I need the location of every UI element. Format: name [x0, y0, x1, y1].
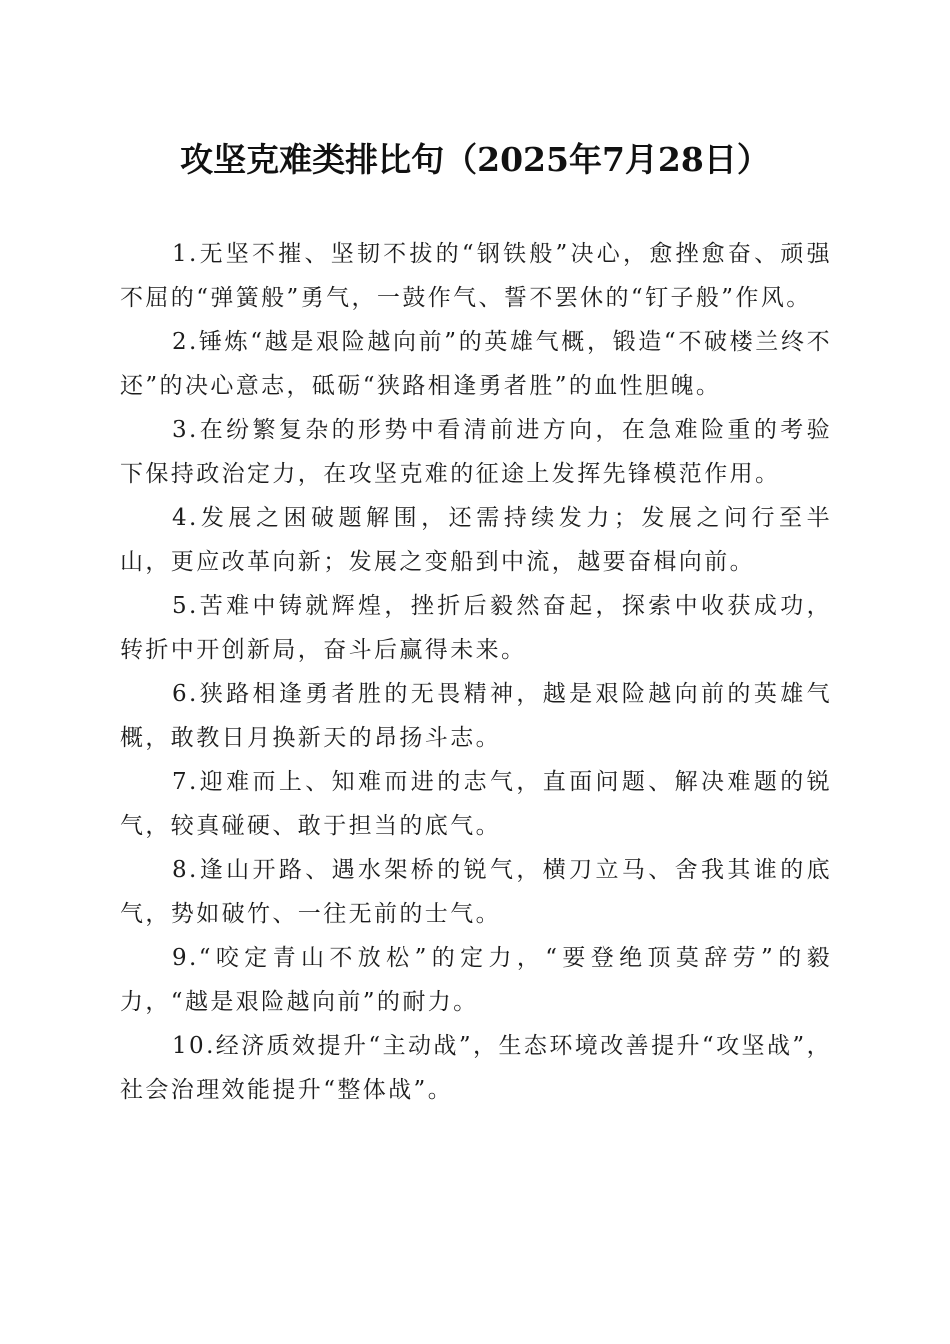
paragraph-2: 2.锤炼“越是艰险越向前”的英雄气概，锻造“不破楼兰终不还”的决心意志，砥砺“狭路相逢勇者胜”的血性胆魄。	[120, 329, 832, 399]
paragraph-3: 3.在纷繁复杂的形势中看清前进方向，在急难险重的考验下保持政治定力，在攻坚克难的征途上发挥先锋模范作用。	[120, 417, 832, 487]
page-title: 攻坚克难类排比句（2025年7月28日）	[180, 140, 770, 179]
paragraph-4: 4.发展之困破题解围，还需持续发力；发展之问行至半山，更应改革向新；发展之变船到中流，越要奋楫向前。	[120, 505, 832, 575]
paragraph-10: 10.经济质效提升“主动战”，生态环境改善提升“攻坚战”，社会治理效能提升“整体战”。	[120, 1033, 832, 1103]
paragraph-6: 6.狭路相逢勇者胜的无畏精神，越是艰险越向前的英雄气概，敢教日月换新天的昂扬斗志。	[120, 681, 832, 751]
paragraph-8: 8.逢山开路、遇水架桥的锐气，横刀立马、舍我其谁的底气，势如破竹、一往无前的士气。	[120, 857, 832, 927]
paragraph-5: 5.苦难中铸就辉煌，挫折后毅然奋起，探索中收获成功，转折中开创新局，奋斗后赢得未来。	[120, 593, 832, 663]
paragraph-1: 1.无坚不摧、坚韧不拔的“钢铁般”决心，愈挫愈奋、顽强不屈的“弹簧般”勇气，一鼓作气、誓不罢休的“钉子般”作风。	[120, 241, 832, 311]
paragraph-9: 9.“咬定青山不放松”的定力，“要登绝顶莫辞劳”的毅力，“越是艰险越向前”的耐力。	[120, 945, 832, 1015]
document-body	[120, 232, 832, 1112]
paragraph-7: 7.迎难而上、知难而进的志气，直面问题、解决难题的锐气，较真碰硬、敢于担当的底气。	[120, 769, 832, 839]
